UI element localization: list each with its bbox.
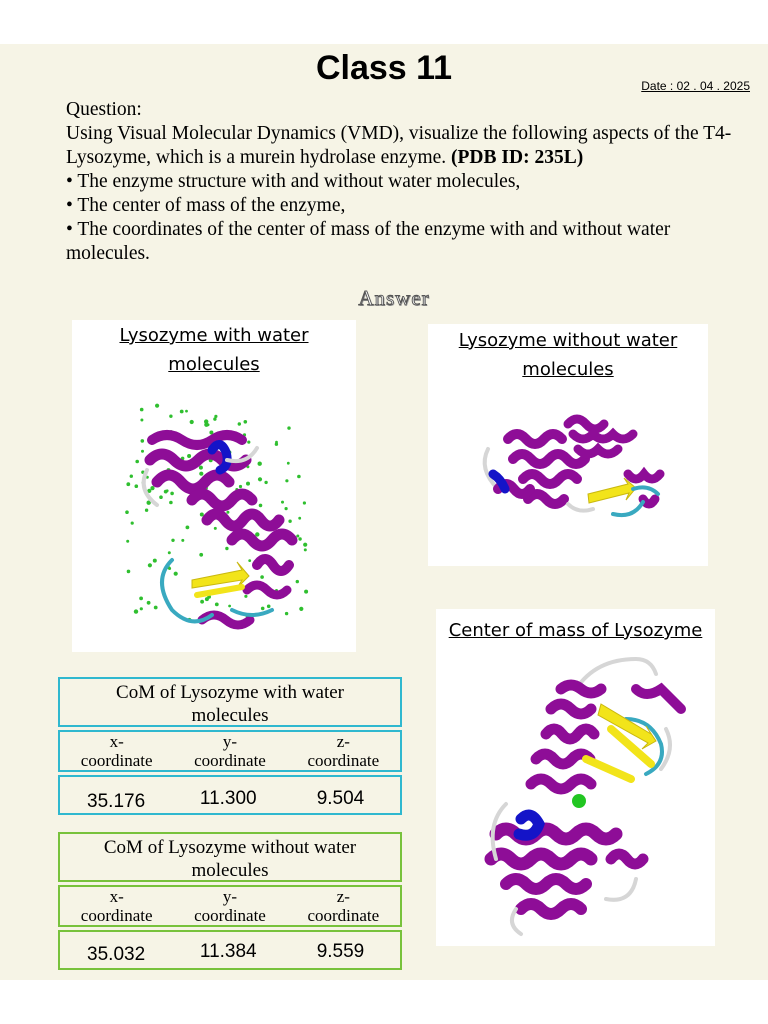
water-dot [239, 485, 242, 488]
water-dot [288, 520, 291, 523]
protein-ribbon [491, 659, 681, 934]
water-dot [244, 595, 247, 598]
water-dot [127, 570, 131, 574]
water-dot [261, 607, 265, 611]
com-without-z-header: z- coordinate [307, 887, 380, 925]
water-dot [260, 575, 264, 579]
com-without-x-header: x- coordinate [80, 887, 153, 925]
question-label: Question: [66, 99, 142, 120]
water-dot [186, 526, 190, 530]
page-title: Class 11 [315, 49, 453, 87]
water-dot [238, 422, 241, 425]
pdb-id: (PDB ID: 235L) [451, 147, 584, 168]
water-dot [297, 475, 301, 479]
panel-center-of-mass [436, 609, 715, 946]
water-dot [140, 607, 143, 610]
com-without-values-box [58, 930, 402, 970]
water-dot [150, 486, 154, 490]
water-dot [145, 509, 148, 512]
bullet-2: • The center of mass of the enzyme, [66, 195, 346, 216]
water-dot [141, 450, 144, 453]
com-with-x-value: 35.176 [87, 791, 146, 812]
protein-with-water-image [72, 320, 356, 652]
water-dot [200, 600, 204, 604]
protein-center-of-mass-image [436, 609, 715, 946]
water-dot [140, 408, 144, 412]
water-dot [153, 559, 157, 563]
water-dot [303, 501, 306, 504]
water-dot [287, 426, 290, 429]
water-dot [190, 420, 194, 424]
com-with-values-box [58, 775, 402, 815]
com-with-y-value: 11.300 [199, 788, 257, 809]
answer-heading: Answer [358, 286, 430, 310]
water-dot [199, 472, 203, 476]
protein-without-water-image [428, 324, 708, 566]
water-dot [258, 462, 262, 466]
bullet-3: • The coordinates of the center of mass of the enzyme with and without water molecules. [66, 219, 671, 264]
water-dot [166, 489, 169, 492]
bullet-1: • The enzyme structure with and without water molecules, [66, 171, 521, 192]
water-dot [185, 410, 188, 413]
water-dot [303, 543, 307, 547]
water-dot [304, 590, 308, 594]
com-without-x-value: 35.032 [87, 944, 146, 965]
water-dot [298, 517, 301, 520]
water-dot [299, 607, 303, 611]
document-page [0, 44, 768, 980]
com-with-title-line2: molecules [191, 705, 269, 726]
water-dot [126, 540, 129, 543]
water-dot [170, 492, 174, 496]
water-dot [259, 504, 263, 508]
water-dot [213, 417, 216, 420]
protein-ribbon [144, 435, 292, 625]
water-dot [285, 612, 288, 615]
water-dot [204, 419, 208, 423]
com-with-title-box [58, 677, 402, 727]
water-dot [215, 603, 219, 607]
water-dot [205, 597, 209, 601]
water-dot [125, 510, 129, 514]
water-dot [169, 415, 172, 418]
com-without-title-line1: CoM of Lysozyme without water [103, 837, 357, 858]
water-dot [228, 605, 231, 608]
water-dot [287, 462, 290, 465]
com-without-headers-box [58, 885, 402, 927]
water-dot [140, 419, 143, 422]
com-with-title-line1: CoM of Lysozyme with water [116, 682, 344, 703]
water-dot [281, 501, 284, 504]
water-dot [135, 460, 139, 464]
com-without-title-line2: molecules [191, 860, 269, 881]
question-text [66, 122, 756, 170]
water-dot [264, 481, 267, 484]
water-dot [148, 563, 152, 567]
water-dot [296, 535, 299, 538]
water-dot [135, 484, 139, 488]
water-dot [154, 606, 158, 610]
protein-ribbon [485, 419, 660, 515]
water-dot [169, 501, 173, 505]
question-body: Using Visual Molecular Dynamics (VMD), visualize the following aspects of the T4-Lysozyme, which is a murein hydrolase enzyme. [66, 123, 732, 168]
water-dot [131, 522, 134, 525]
com-with-z-value: 9.504 [316, 788, 365, 809]
water-dot [159, 495, 163, 499]
water-dot [147, 601, 151, 605]
water-dot [225, 547, 228, 550]
water-dot [141, 439, 145, 443]
date-label: Date : 02 . 04 . 2025 [641, 79, 750, 93]
water-dot [258, 477, 262, 481]
panel-center-of-mass-title: Center of mass of Lysozyme [448, 620, 703, 641]
com-with-x-header: x- coordinate [80, 732, 153, 770]
water-dot [247, 441, 250, 444]
panel-with-water-title: Lysozyme with water molecules [119, 325, 309, 375]
panel-with-water [72, 320, 356, 652]
water-dot [168, 551, 171, 554]
water-dot [246, 482, 250, 486]
water-dot [226, 511, 229, 514]
water-dot [139, 597, 143, 601]
water-dot [181, 539, 184, 542]
water-dot [298, 537, 301, 540]
question-block [66, 98, 756, 266]
water-dot [248, 559, 251, 562]
water-dot [171, 539, 174, 542]
com-without-title-box [58, 832, 402, 882]
water-dot [285, 507, 288, 510]
panel-without-water-title: Lysozyme without water molecules [458, 330, 678, 380]
water-dot [275, 443, 278, 446]
water-dot [267, 605, 271, 609]
water-dot [199, 553, 203, 557]
water-dot [214, 527, 217, 530]
water-dot [187, 454, 191, 458]
panel-without-water [428, 324, 708, 566]
water-dot [180, 410, 184, 414]
water-dot [285, 479, 288, 482]
water-dot [126, 482, 130, 486]
com-with-z-header: z- coordinate [307, 732, 380, 770]
water-dot [155, 404, 159, 408]
com-without-y-header: y- coordinate [194, 887, 266, 925]
com-with-y-header: y- coordinate [194, 732, 266, 770]
center-of-mass-marker [572, 794, 586, 808]
com-with-headers-box [58, 730, 402, 772]
water-dot [304, 548, 307, 551]
water-dot [199, 466, 203, 470]
com-without-z-value: 9.559 [316, 941, 365, 962]
com-without-y-value: 11.384 [199, 941, 257, 962]
water-dot [130, 475, 133, 478]
water-dot [296, 580, 299, 583]
water-dot [174, 572, 178, 576]
water-dot [244, 420, 248, 424]
water-dot [134, 609, 138, 613]
water-dot [200, 513, 204, 517]
